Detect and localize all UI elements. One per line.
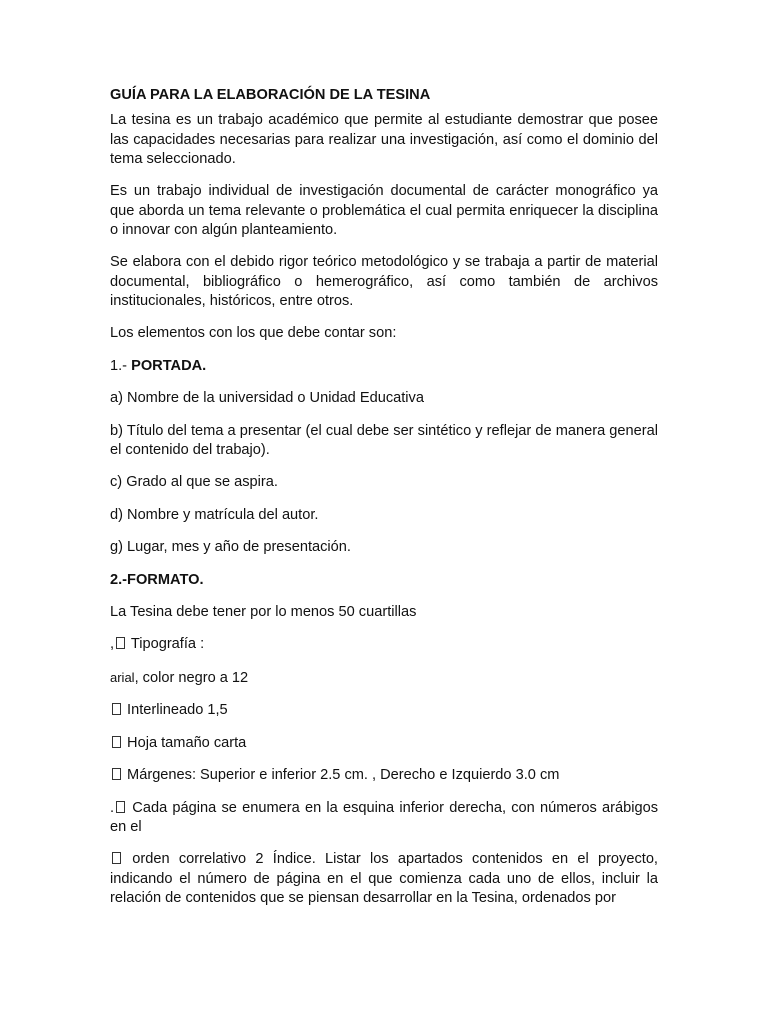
portada-item-b: b) Título del tema a presentar (el cual debe ser sintético y reflejar de manera general el contenido del trabajo). — [110, 422, 658, 458]
missing-glyph-icon — [116, 637, 125, 649]
section-label: PORTADA. — [131, 357, 207, 374]
page-title: GUÍA PARA LA ELABORACIÓN DE LA TESINA — [110, 87, 431, 103]
typography-label: Tipografía : — [127, 636, 205, 652]
intro-paragraph-2: Es un trabajo individual de investigación documental de carácter monográfico ya que aborda un tema relevante o problemática el cual permita enriquecer la disciplina o innovar con algún planteamiento. — [110, 183, 658, 238]
formato-index — [110, 850, 658, 909]
portada-item-a: a) Nombre de la universidad o Unidad Educativa — [110, 390, 424, 406]
intro-paragraph-1: La tesina es un trabajo académico que permite al estudiante demostrar que posee las capacidades necesarias para realizar una investigación, así como el dominio del tema seleccionado. — [110, 112, 658, 167]
elements-intro: Los elementos con los que debe contar son: — [110, 325, 397, 341]
missing-glyph-icon — [112, 703, 121, 715]
intro-paragraph-3: Se elabora con el debido rigor teórico metodológico y se trabaja a partir de material documental, bibliográfico o hemerográfico, así como también de archivos institucionales, históricos, entre otros. — [110, 254, 658, 309]
formato-paper — [110, 734, 658, 754]
spacing-text: Interlineado 1,5 — [123, 702, 228, 718]
index-text: orden correlativo 2 Índice. Listar los apartados contenidos en el proyecto, indicando el número de página en el que comienza cada uno de ellos, incluir la relación de contenidos que se piensan desarrollar en la Tesina, ordenados por — [110, 851, 658, 906]
missing-glyph-icon — [112, 768, 121, 780]
missing-glyph-icon — [112, 852, 121, 864]
portada-item-g: g) Lugar, mes y año de presentación. — [110, 539, 351, 555]
font-spec-small: arial — [110, 669, 135, 685]
formato-font-spec — [110, 668, 658, 689]
section-heading-formato: 2.-FORMATO. — [110, 571, 204, 588]
missing-glyph-icon — [112, 736, 121, 748]
typography-prefix: , — [110, 636, 115, 652]
missing-glyph-icon — [116, 801, 125, 813]
margins-text: Márgenes: Superior e inferior 2.5 cm. , Derecho e Izquierdo 3.0 cm — [123, 767, 560, 783]
numbering-prefix: . — [110, 799, 115, 816]
numbering-text: Cada página se enumera en la esquina inferior derecha, con números arábigos en el — [110, 799, 658, 835]
paper-text: Hoja tamaño carta — [123, 734, 247, 751]
formato-margins — [110, 766, 658, 786]
section-number: 1.- — [110, 357, 132, 374]
section-heading-portada — [110, 357, 658, 377]
portada-item-c: c) Grado al que se aspira. — [110, 474, 278, 490]
formato-numbering — [110, 799, 658, 838]
portada-item-d: d) Nombre y matrícula del autor. — [110, 506, 319, 523]
formato-spacing — [110, 701, 658, 721]
font-spec-rest: , color negro a 12 — [134, 669, 249, 686]
formato-typography — [110, 635, 658, 655]
formato-min-pages: La Tesina debe tener por lo menos 50 cuartillas — [110, 603, 417, 620]
